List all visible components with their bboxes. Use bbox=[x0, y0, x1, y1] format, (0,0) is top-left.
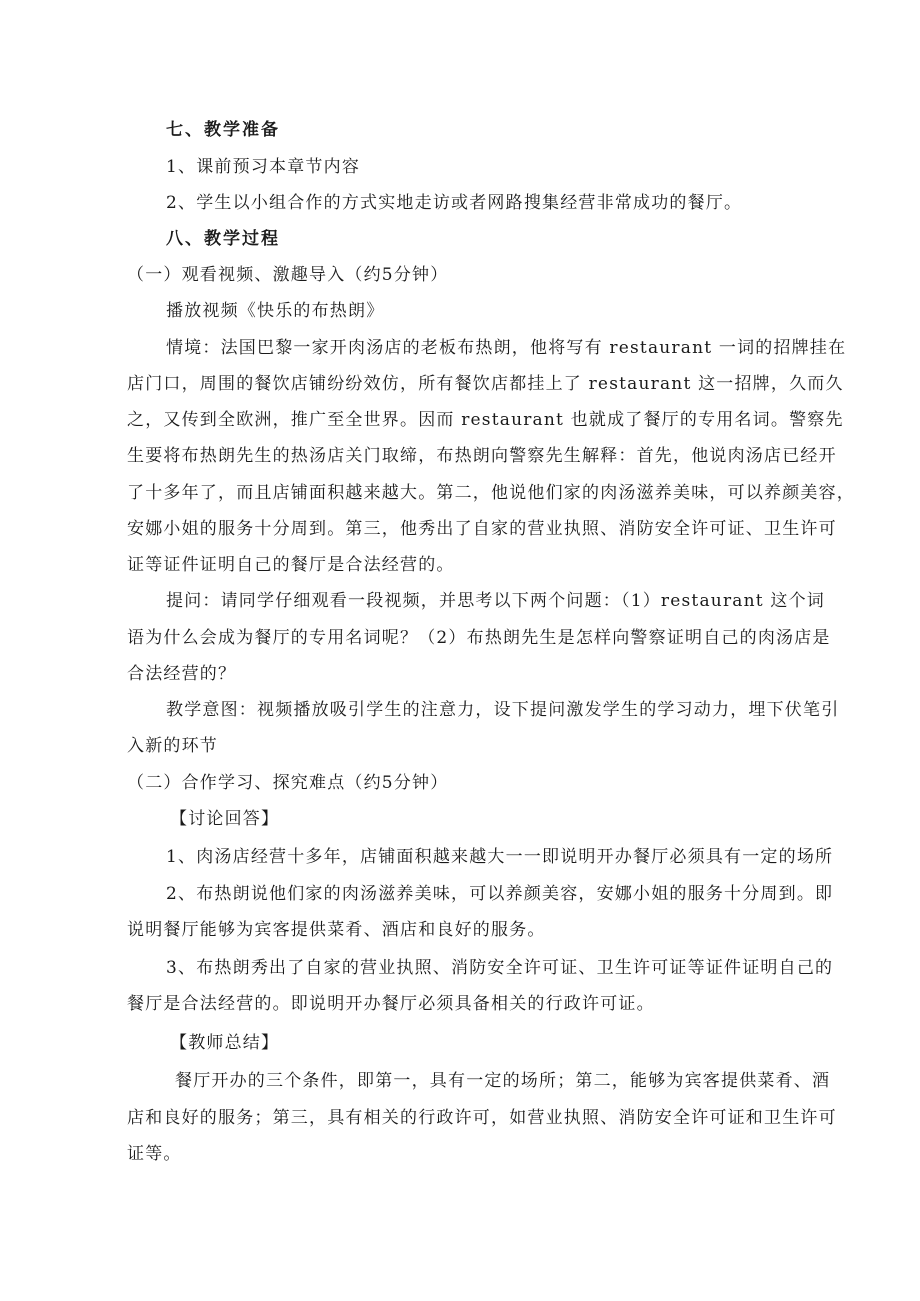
section-heading-teaching-process: 八、教学过程 bbox=[166, 229, 280, 249]
preparation-item-2: 2、学生以小组合作的方式实地走访或者网路搜集经营非常成功的餐厅。 bbox=[166, 193, 743, 213]
paragraph-line: 了十多年了，而且店铺面积越来越大。第二，他说他们家的肉汤滋养美味，可以养颜美容， bbox=[127, 483, 855, 503]
discussion-item-2: 2、布热朗说他们家的肉汤滋养美味，可以养颜美容，安娜小姐的服务十分周到。即 bbox=[166, 884, 834, 904]
preparation-item-1: 1、课前预习本章节内容 bbox=[166, 157, 361, 177]
paragraph-line: 入新的环节 bbox=[127, 736, 218, 756]
paragraph-line: 店门口，周围的餐饮店铺纷纷效仿，所有餐饮店都挂上了 restaurant 这一招牌，久而久 bbox=[127, 374, 844, 394]
paragraph-line: 餐厅开办的三个条件，即第一，具有一定的场所；第二，能够为宾客提供菜肴、酒 bbox=[175, 1071, 831, 1091]
paragraph-line: 生要将布热朗先生的热汤店关门取缔，布热朗向警察先生解释：首先，他说肉汤店已经开 bbox=[127, 446, 837, 466]
paragraph-line: 语为什么会成为餐厅的专用名词呢？（2）布热朗先生是怎样向警察证明自己的肉汤店是 bbox=[127, 628, 831, 648]
teacher-summary-heading: 【教师总结】 bbox=[170, 1033, 280, 1053]
subsection-heading-cooperative-learning: （二）合作学习、探究难点（约5分钟） bbox=[127, 773, 449, 793]
subsection-heading-video-intro: （一）观看视频、激趣导入（约5分钟） bbox=[127, 265, 449, 285]
paragraph-line: 证等证件证明自己的餐厅是合法经营的。 bbox=[127, 555, 455, 575]
paragraph-line: 餐厅是合法经营的。即说明开办餐厅必须具备相关的行政许可证。 bbox=[127, 994, 655, 1014]
discussion-item-3: 3、布热朗秀出了自家的营业执照、消防安全许可证、卫生许可证等证件证明自己的 bbox=[166, 958, 834, 978]
paragraph-line: 教学意图：视频播放吸引学生的注意力，设下提问激发学生的学习动力，埋下伏笔引 bbox=[166, 700, 840, 720]
paragraph-line: 证等。 bbox=[127, 1144, 182, 1164]
paragraph-line: 说明餐厅能够为宾客提供菜肴、酒店和良好的服务。 bbox=[127, 920, 546, 940]
paragraph-line: 情境：法国巴黎一家开肉汤店的老板布热朗，他将写有 restaurant 一词的招牌挂在 bbox=[166, 338, 847, 358]
paragraph-line: 提问：请同学仔细观看一段视频，并思考以下两个问题：（1）restaurant 这个词 bbox=[166, 591, 825, 611]
paragraph-line: 安娜小姐的服务十分周到。第三，他秀出了自家的营业执照、消防安全许可证、卫生许可 bbox=[127, 519, 837, 539]
paragraph-line: 之，又传到全欧洲，推广至全世界。因而 restaurant 也就成了餐厅的专用名词。警察先 bbox=[127, 410, 844, 430]
section-heading-teaching-preparation: 七、教学准备 bbox=[166, 120, 280, 140]
discussion-heading: 【讨论回答】 bbox=[170, 809, 280, 829]
paragraph-line: 合法经营的？ bbox=[127, 664, 237, 684]
paragraph-line: 店和良好的服务；第三，具有相关的行政许可，如营业执照、消防安全许可证和卫生许可 bbox=[127, 1108, 837, 1128]
discussion-item-1: 1、肉汤店经营十多年，店铺面积越来越大一一即说明开办餐厅必须具有一定的场所 bbox=[166, 847, 834, 867]
paragraph-line: 播放视频《快乐的布热朗》 bbox=[166, 301, 385, 321]
